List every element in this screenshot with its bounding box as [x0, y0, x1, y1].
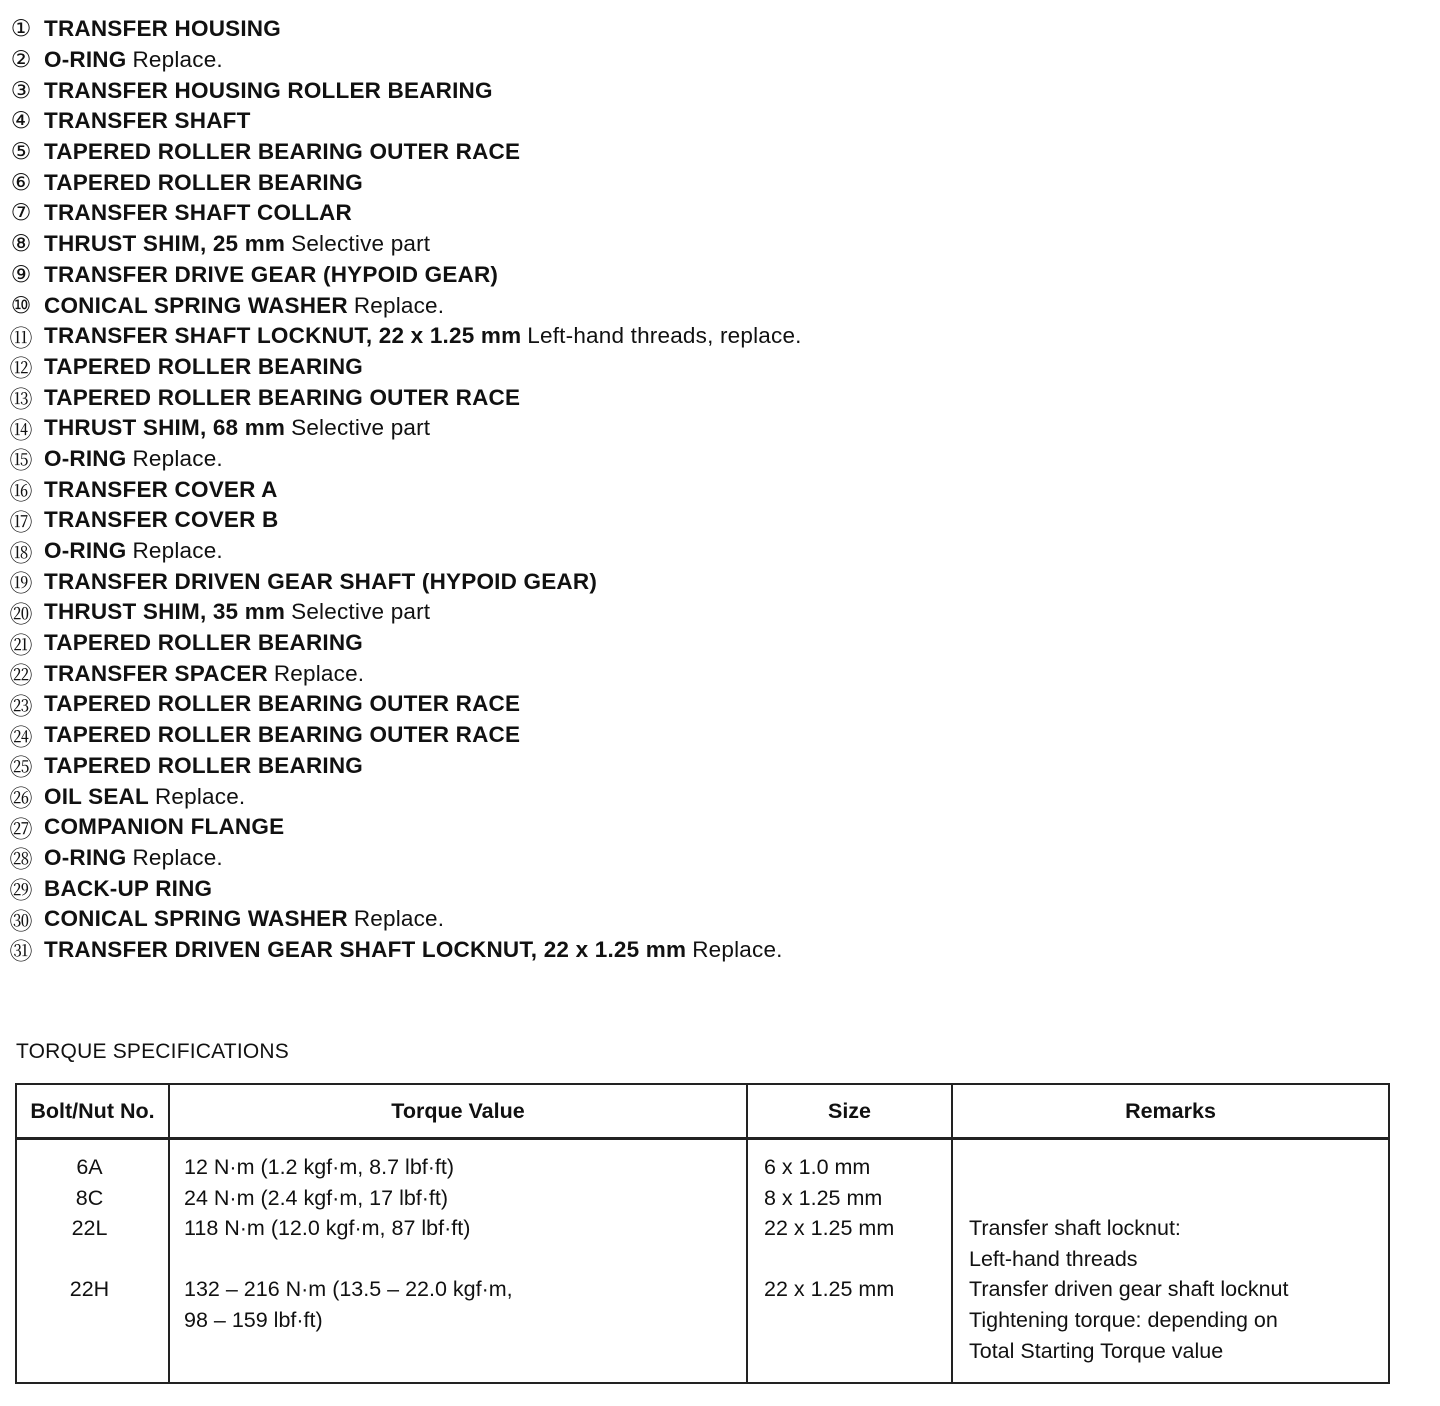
part-name: TRANSFER HOUSING	[44, 16, 281, 42]
list-item	[6, 536, 1106, 567]
part-note: Replace.	[353, 906, 445, 932]
part-name: TRANSFER DRIVEN GEAR SHAFT LOCKNUT, 22 x 1.25 mm	[44, 936, 687, 962]
part-number: ㉘	[9, 847, 33, 874]
part-note: Replace.	[692, 936, 783, 962]
part-name: BACK-UP RING	[44, 875, 213, 901]
list-item	[6, 597, 1106, 628]
part-name: TRANSFER COVER A	[44, 476, 278, 502]
part-note: Selective part	[291, 231, 431, 257]
cell-line: 6A	[76, 1155, 103, 1179]
cell-line: 8 x 1.25 mm	[764, 1185, 883, 1210]
part-name: O-RING	[44, 47, 127, 73]
part-number: ㉓	[9, 693, 33, 720]
list-item	[6, 628, 1106, 659]
part-name: CONICAL SPRING WASHER	[44, 292, 348, 318]
part-name: TRANSFER HOUSING ROLLER BEARING	[44, 77, 493, 103]
list-item	[6, 321, 1106, 352]
list-item	[6, 935, 1106, 966]
cell-line: Total Starting Torque value	[969, 1338, 1224, 1363]
list-item	[6, 720, 1106, 751]
part-number: ⑱	[9, 540, 33, 567]
cell-line	[748, 1244, 951, 1275]
part-number: ㉗	[9, 816, 33, 843]
list-item	[6, 444, 1106, 475]
part-number: ㉑	[9, 632, 33, 659]
part-number: ③	[10, 77, 32, 104]
part-name: TRANSFER SHAFT LOCKNUT, 22 x 1.25 mm	[44, 323, 522, 349]
cell-line: 12 N·m (1.2 kgf·m, 8.7 lbf·ft)	[184, 1155, 455, 1179]
list-item	[6, 75, 1106, 106]
bolt-nut-column	[16, 1139, 169, 1384]
list-item	[6, 658, 1106, 689]
list-item	[6, 198, 1106, 229]
part-name: TAPERED ROLLER BEARING OUTER RACE	[44, 384, 521, 410]
list-item	[6, 229, 1106, 260]
part-number: ⑳	[9, 601, 33, 628]
part-number: ⑨	[10, 261, 32, 288]
part-number: ⑧	[10, 231, 32, 258]
list-item	[6, 382, 1106, 413]
part-number: ⑯	[9, 479, 33, 506]
part-number: ④	[10, 108, 32, 135]
part-name: TAPERED ROLLER BEARING	[44, 169, 363, 195]
part-note: Replace.	[132, 844, 223, 870]
list-item	[6, 873, 1106, 904]
part-name: O-RING	[44, 538, 127, 564]
part-name: THRUST SHIM, 35 mm	[44, 599, 286, 625]
part-number: ⑤	[10, 139, 32, 166]
part-note: Replace.	[273, 660, 365, 686]
cell-line: 6 x 1.0 mm	[764, 1155, 871, 1179]
part-number: ㉖	[9, 786, 33, 813]
remarks-column	[952, 1139, 1389, 1384]
part-number: ⑩	[10, 292, 32, 319]
part-number: ㉕	[9, 755, 33, 782]
list-item	[6, 751, 1106, 782]
part-name: O-RING	[44, 445, 127, 471]
part-name: TAPERED ROLLER BEARING	[44, 630, 363, 656]
cell-line: 24 N·m (2.4 kgf·m, 17 lbf·ft)	[184, 1185, 449, 1210]
part-name: TAPERED ROLLER BEARING	[44, 353, 363, 379]
list-item	[6, 689, 1106, 720]
part-note: Selective part	[291, 415, 431, 441]
list-item	[6, 413, 1106, 444]
part-name: TRANSFER SHAFT	[44, 108, 251, 134]
cell-line: Transfer driven gear shaft locknut	[969, 1277, 1289, 1302]
size-column	[747, 1139, 952, 1384]
part-note: Replace.	[132, 445, 223, 471]
list-item	[6, 843, 1106, 874]
cell-line: 132 – 216 N·m (13.5 – 22.0 kgf·m,	[184, 1277, 513, 1302]
cell-line: Transfer shaft locknut:	[969, 1216, 1181, 1241]
part-name: TRANSFER COVER B	[44, 507, 279, 533]
part-name: TRANSFER SPACER	[44, 660, 268, 686]
part-note: Replace.	[353, 292, 445, 318]
list-item	[6, 137, 1106, 168]
part-number: ⑦	[10, 200, 32, 227]
part-name: THRUST SHIM, 25 mm	[44, 231, 286, 257]
part-name: COMPANION FLANGE	[44, 814, 285, 840]
cell-line	[17, 1244, 168, 1275]
cell-line	[953, 1183, 1388, 1214]
list-item	[6, 167, 1106, 198]
list-item	[6, 474, 1106, 505]
part-number: ⑪	[9, 325, 33, 352]
cell-line: Tightening torque: depending on	[969, 1307, 1278, 1332]
cell-line: Left-hand threads	[969, 1246, 1138, 1271]
table-row	[16, 1139, 1389, 1384]
cell-line: 22 x 1.25 mm	[764, 1277, 895, 1302]
torque-specifications-table	[15, 1083, 1390, 1384]
part-number: ⑬	[9, 387, 33, 414]
parts-list	[6, 14, 1106, 965]
list-item	[6, 45, 1106, 76]
part-name: TAPERED ROLLER BEARING OUTER RACE	[44, 691, 521, 717]
part-number: ⑲	[9, 571, 33, 598]
part-number: ㉔	[9, 724, 33, 751]
cell-line	[170, 1244, 746, 1275]
cell-line: 22 x 1.25 mm	[764, 1216, 895, 1241]
part-name: OIL SEAL	[44, 783, 149, 809]
list-item	[6, 260, 1106, 291]
list-item	[6, 290, 1106, 321]
part-number: ⑥	[10, 169, 32, 196]
part-number: ⑭	[9, 417, 33, 444]
header-bolt-nut-no: Bolt/Nut No.	[16, 1084, 169, 1139]
part-number: ㉚	[9, 908, 33, 935]
part-name: TAPERED ROLLER BEARING OUTER RACE	[44, 139, 521, 165]
cell-line: 22L	[71, 1216, 108, 1241]
torque-specifications-heading: TORQUE SPECIFICATIONS	[16, 1040, 289, 1063]
list-item	[6, 812, 1106, 843]
part-name: CONICAL SPRING WASHER	[44, 906, 348, 932]
list-item	[6, 106, 1106, 137]
table-header-row	[16, 1084, 1389, 1139]
part-name: TRANSFER DRIVEN GEAR SHAFT (HYPOID GEAR)	[44, 568, 598, 594]
cell-line: 118 N·m (12.0 kgf·m, 87 lbf·ft)	[184, 1216, 471, 1241]
header-torque-value: Torque Value	[169, 1084, 747, 1139]
part-name: TRANSFER DRIVE GEAR (HYPOID GEAR)	[44, 261, 499, 287]
header-size: Size	[747, 1084, 952, 1139]
part-name: TAPERED ROLLER BEARING OUTER RACE	[44, 722, 521, 748]
part-number: ㉒	[9, 663, 33, 690]
part-note: Selective part	[291, 599, 431, 625]
part-note: Replace.	[132, 538, 223, 564]
part-number: ②	[10, 47, 32, 74]
part-note: Replace.	[154, 783, 246, 809]
part-number: ㉙	[9, 878, 33, 905]
list-item	[6, 566, 1106, 597]
cell-line: 22H	[69, 1277, 110, 1302]
cell-line: 8C	[75, 1185, 104, 1210]
part-name: TRANSFER SHAFT COLLAR	[44, 200, 352, 226]
part-number: ㉛	[9, 939, 33, 966]
part-number: ⑮	[9, 448, 33, 475]
part-note: Left-hand threads, replace.	[527, 323, 802, 349]
list-item	[6, 352, 1106, 383]
cell-line	[953, 1152, 1388, 1183]
header-remarks: Remarks	[952, 1084, 1389, 1139]
part-number: ①	[10, 16, 32, 43]
part-number: ⑫	[9, 356, 33, 383]
list-item	[6, 781, 1106, 812]
torque-value-column	[169, 1139, 747, 1384]
part-name: TAPERED ROLLER BEARING	[44, 752, 363, 778]
list-item	[6, 14, 1106, 45]
part-note: Replace.	[132, 47, 223, 73]
list-item	[6, 505, 1106, 536]
list-item	[6, 904, 1106, 935]
part-number: ⑰	[9, 509, 33, 536]
part-name: O-RING	[44, 844, 127, 870]
part-name: THRUST SHIM, 68 mm	[44, 415, 286, 441]
cell-line: 98 – 159 lbf·ft)	[184, 1307, 323, 1332]
